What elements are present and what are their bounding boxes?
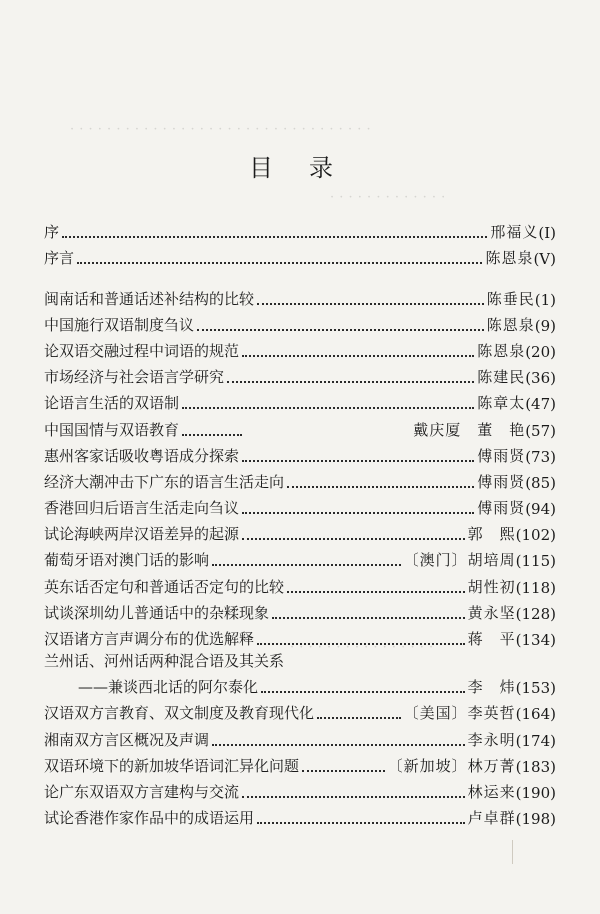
show-through-text: · · · · · · · · · · · · · · · · <box>290 640 434 655</box>
toc-entry[interactable] <box>44 597 556 623</box>
entry-title: 序 <box>44 223 60 242</box>
entry-title: 试谈深圳幼儿普通话中的杂糅现象 <box>44 603 270 622</box>
entry-page: (85) <box>525 473 556 492</box>
dot-leader <box>227 380 474 383</box>
entry-author: 陈建民 <box>477 368 526 387</box>
entry-page: (20) <box>525 342 556 361</box>
toc-entry[interactable] <box>44 492 556 518</box>
entry-title: 惠州客家话吸收粤语成分探索 <box>44 446 240 465</box>
dot-leader <box>242 511 474 514</box>
entry-title: 双语环境下的新加坡华语词汇异化问题 <box>44 756 300 775</box>
toc-entry-subtitle[interactable] <box>44 671 556 697</box>
entry-author: 戴庆厦 董 艳 <box>413 420 526 439</box>
entry-author: 蒋 平 <box>467 630 516 648</box>
entry-page: (183) <box>515 757 556 776</box>
toc-entry[interactable] <box>44 649 556 671</box>
entry-author: 陈垂民 <box>486 289 535 308</box>
dot-leader <box>317 716 401 719</box>
toc-entry[interactable] <box>44 466 556 492</box>
dot-leader <box>212 563 401 566</box>
page-title: 目录 <box>249 154 369 182</box>
toc-entry[interactable] <box>44 802 556 828</box>
entry-title: 市场经济与社会语言学研究 <box>44 368 225 387</box>
entry-page: (164) <box>515 705 556 724</box>
toc-entry[interactable] <box>44 623 556 649</box>
entry-page: (174) <box>515 731 556 750</box>
dot-leader <box>257 642 465 645</box>
toc-entry[interactable] <box>44 544 556 570</box>
dot-leader <box>257 302 484 305</box>
entry-author: 〔新加坡〕林万菁 <box>387 756 516 775</box>
toc-entry[interactable] <box>44 570 556 596</box>
entry-title: 兰州话、河州话两种混合语及其关系 <box>44 652 285 670</box>
toc-entry[interactable] <box>44 413 556 439</box>
entry-page: (36) <box>525 369 556 388</box>
dot-leader <box>197 328 484 331</box>
page-crease <box>512 840 513 864</box>
entry-title: 试论海峡两岸汉语差异的起源 <box>44 525 240 544</box>
entry-page: (190) <box>515 783 556 802</box>
entry-author: 陈恩泉 <box>485 249 534 268</box>
entry-author: 李永明 <box>467 730 516 749</box>
dot-leader <box>62 235 487 238</box>
entry-page: (134) <box>515 631 556 649</box>
entry-author: 傅雨贤 <box>477 446 526 465</box>
entry-page: (Ⅴ) <box>533 250 556 269</box>
dot-leader <box>182 433 242 436</box>
dot-leader <box>242 459 474 462</box>
entry-title: 序言 <box>44 249 75 268</box>
entry-author: 〔美国〕李英哲 <box>403 704 516 723</box>
toc-entry[interactable] <box>44 776 556 802</box>
entry-title: 闽南话和普通话述补结构的比较 <box>44 289 255 308</box>
dot-leader <box>77 261 482 264</box>
dot-leader <box>182 406 474 409</box>
toc-entry[interactable] <box>44 750 556 776</box>
entry-title: 中国施行双语制度刍议 <box>44 315 195 334</box>
entry-title: 英东话否定句和普通话否定句的比较 <box>44 577 285 596</box>
show-through-text: · · · · · · · · · · · · · · · · · · · · · · · · · · · · · · · · · <box>70 122 372 137</box>
entry-title: 汉语诸方言声调分布的优选解释 <box>44 630 255 648</box>
toc-entry[interactable] <box>44 518 556 544</box>
entry-author: 胡性初 <box>467 577 516 596</box>
entry-page: (102) <box>515 526 556 545</box>
dot-leader <box>261 690 465 693</box>
dot-leader <box>287 590 465 593</box>
entry-author: 傅雨贤 <box>477 472 526 491</box>
entry-page: (9) <box>534 316 556 335</box>
toc-entry[interactable] <box>44 242 556 268</box>
dot-leader <box>212 743 465 746</box>
entry-title: 论语言生活的双语制 <box>44 394 180 413</box>
table-of-contents <box>44 216 556 828</box>
dot-leader <box>242 354 474 357</box>
dot-leader <box>242 795 465 798</box>
toc-entry[interactable] <box>44 335 556 361</box>
entry-page: (Ⅰ) <box>538 224 556 243</box>
dot-leader <box>257 821 465 824</box>
entry-page: (128) <box>515 604 556 623</box>
entry-title: 中国国情与双语教育 <box>44 420 180 439</box>
toc-entry[interactable] <box>44 697 556 723</box>
entry-author: 邢福义 <box>490 223 539 242</box>
toc-entry[interactable] <box>44 361 556 387</box>
dot-leader <box>302 769 385 772</box>
entry-title: ——兼谈西北话的阿尔泰化 <box>78 678 259 697</box>
entry-author: 傅雨贤 <box>477 499 526 518</box>
entry-page: (73) <box>525 447 556 466</box>
entry-title: 经济大潮冲击下广东的语言生活走向 <box>44 472 285 491</box>
entry-author: 黄永坚 <box>467 603 516 622</box>
entry-page: (198) <box>515 810 556 829</box>
entry-title: 汉语双方言教育、双文制度及教育现代化 <box>44 704 315 723</box>
entry-author: 陈恩泉 <box>486 315 535 334</box>
entry-author: 林运来 <box>467 782 516 801</box>
entry-title: 论广东双语双方言建构与交流 <box>44 782 240 801</box>
show-through-text: · · · · · · · · · · · · · <box>330 190 446 205</box>
entry-page: (57) <box>525 421 556 440</box>
entry-title: 湘南双方言区概况及声调 <box>44 730 210 749</box>
show-through-text: · · · · · · · · · · · · · · · <box>300 256 435 271</box>
entry-page: (153) <box>515 679 556 698</box>
entry-title: 葡萄牙语对澳门话的影响 <box>44 551 210 570</box>
entry-author: 陈章太 <box>477 394 526 413</box>
entry-page: (118) <box>515 578 556 597</box>
entry-title: 香港回归后语言生活走向刍议 <box>44 499 240 518</box>
toc-entry[interactable] <box>44 440 556 466</box>
entry-author: 〔澳门〕胡培周 <box>403 551 516 570</box>
entry-page: (115) <box>515 552 556 571</box>
toc-entry[interactable] <box>44 723 556 749</box>
entry-author: 卢卓群 <box>467 809 516 828</box>
entry-author: 李 炜 <box>467 678 516 697</box>
entry-title: 试论香港作家作品中的成语运用 <box>44 809 255 828</box>
entry-author: 郭 熙 <box>467 525 516 544</box>
dot-leader <box>272 616 465 619</box>
toc-entry[interactable] <box>44 282 556 308</box>
dot-leader <box>242 537 465 540</box>
entry-author: 陈恩泉 <box>477 341 526 360</box>
entry-page: (1) <box>534 290 556 309</box>
entry-title: 论双语交融过程中词语的规范 <box>44 341 240 360</box>
toc-entry[interactable] <box>44 387 556 413</box>
entry-page: (47) <box>525 395 556 414</box>
toc-entry[interactable] <box>44 309 556 335</box>
entry-page: (94) <box>525 500 556 519</box>
toc-entry[interactable] <box>44 216 556 242</box>
dot-leader <box>287 485 474 488</box>
